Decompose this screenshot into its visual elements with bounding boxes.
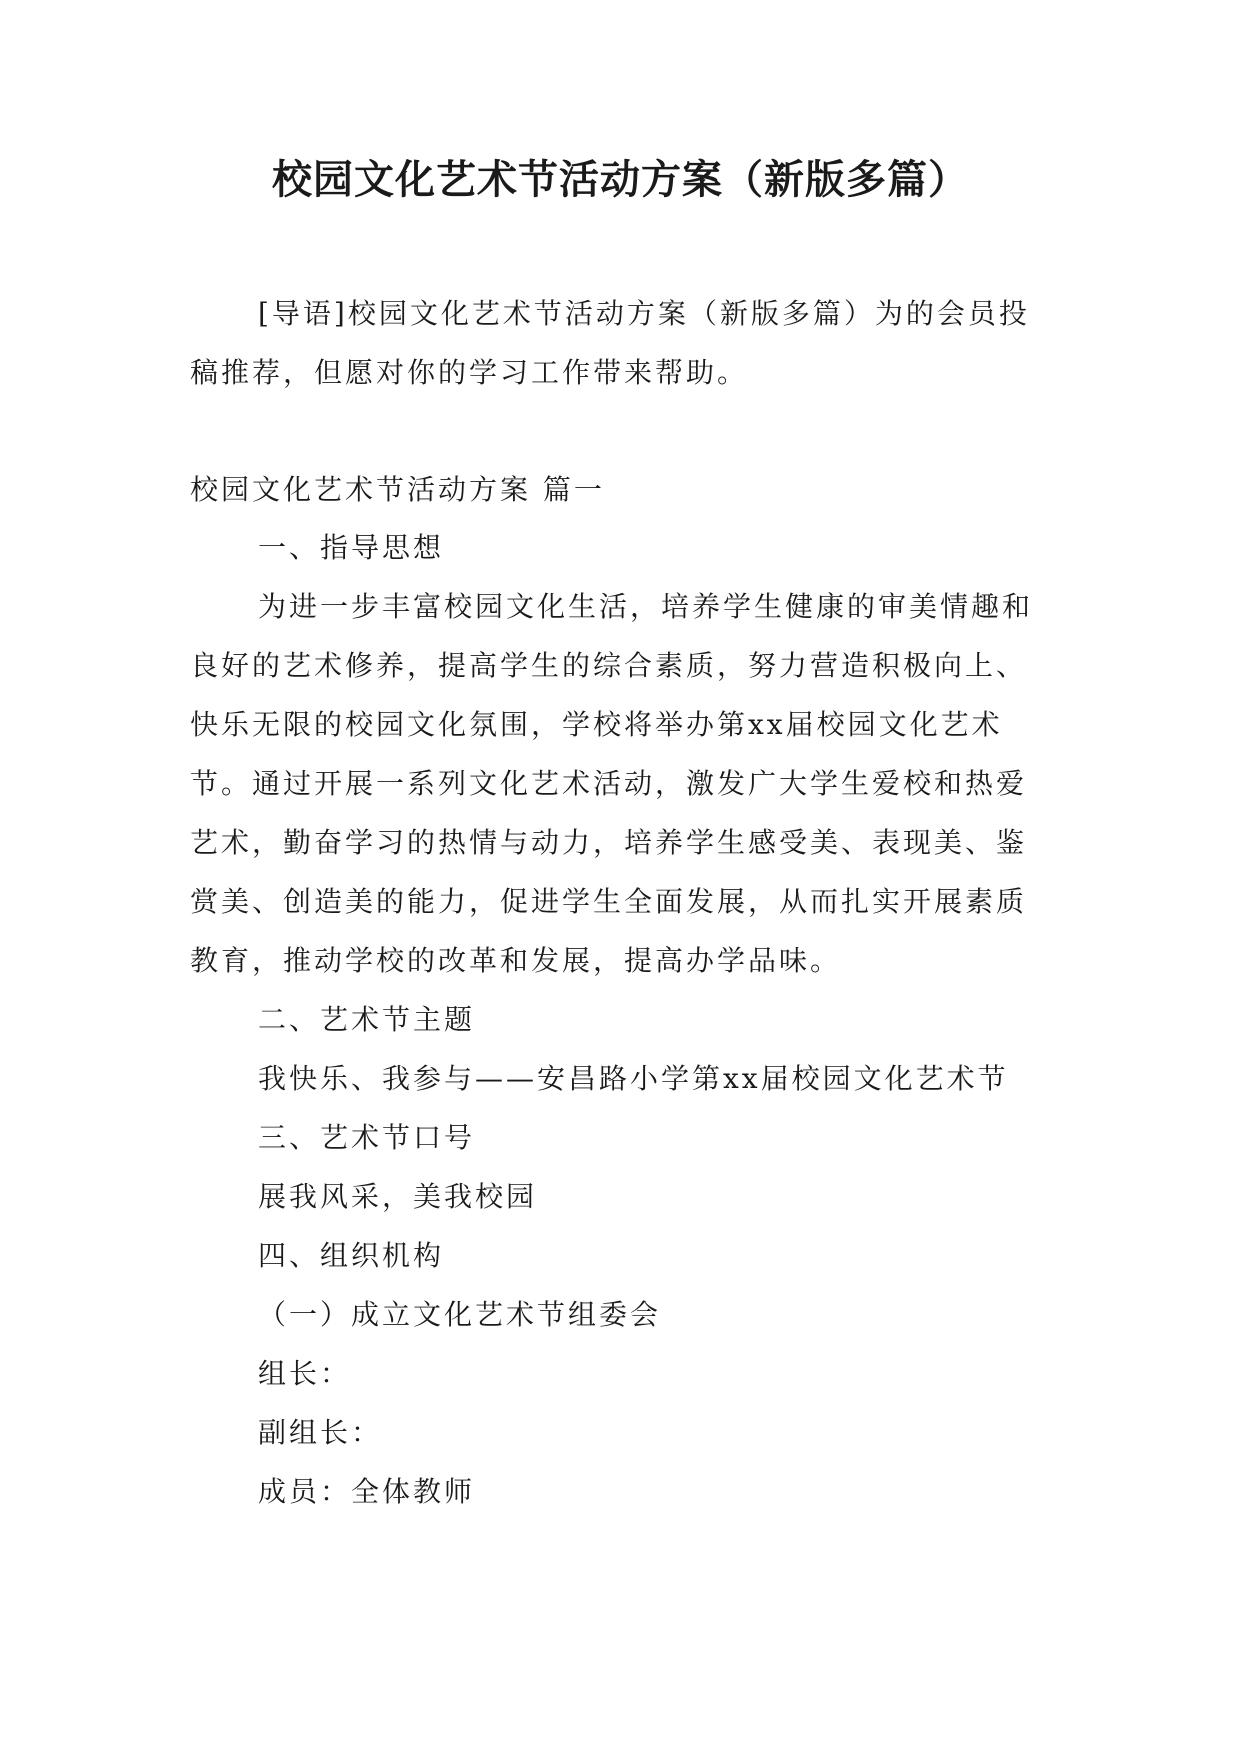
section-heading: 校园文化艺术节活动方案 篇一 [190,473,605,506]
subheading-committee: （一）成立文化艺术节组委会 [258,1298,662,1331]
document-title: 校园文化艺术节活动方案（新版多篇） [272,157,969,203]
paragraph-festival-slogan: 展我风采，美我校园 [258,1180,538,1213]
document-body [190,518,1050,1521]
heading-guiding-ideology: 一、指导思想 [258,531,445,564]
paragraph-festival-theme: 我快乐、我参与——安昌路小学第xx届校园文化艺术节 [258,1062,1009,1095]
heading-festival-slogan: 三、艺术节口号 [258,1121,476,1154]
heading-organization: 四、组织机构 [258,1239,445,1272]
committee-members: 成员：全体教师 [258,1475,476,1508]
paragraph-guiding-ideology: 为进一步丰富校园文化生活，培养学生健康的审美情趣和良好的艺术修养，提高学生的综合素质，努力营造积极向上、快乐无限的校园文化氛围，学校将举办第xx届校园文化艺术节。通过开展一系列文化艺术活动，激发广大学生爱校和热爱艺术，勤奋学习的热情与动力，培养学生感受美、表现美、鉴赏美、创造美的能力，促进学生全面发展，从而扎实开展素质教育，推动学校的改革和发展，提高办学品味。 [190,590,1034,977]
intro-paragraph: [导语]校园文化艺术节活动方案（新版多篇）为的会员投稿推荐，但愿对你的学习工作带来帮助。 [190,297,1030,389]
heading-festival-theme: 二、艺术节主题 [258,1003,476,1036]
committee-deputy-leader: 副组长： [258,1416,383,1449]
committee-leader: 组长： [258,1357,352,1390]
